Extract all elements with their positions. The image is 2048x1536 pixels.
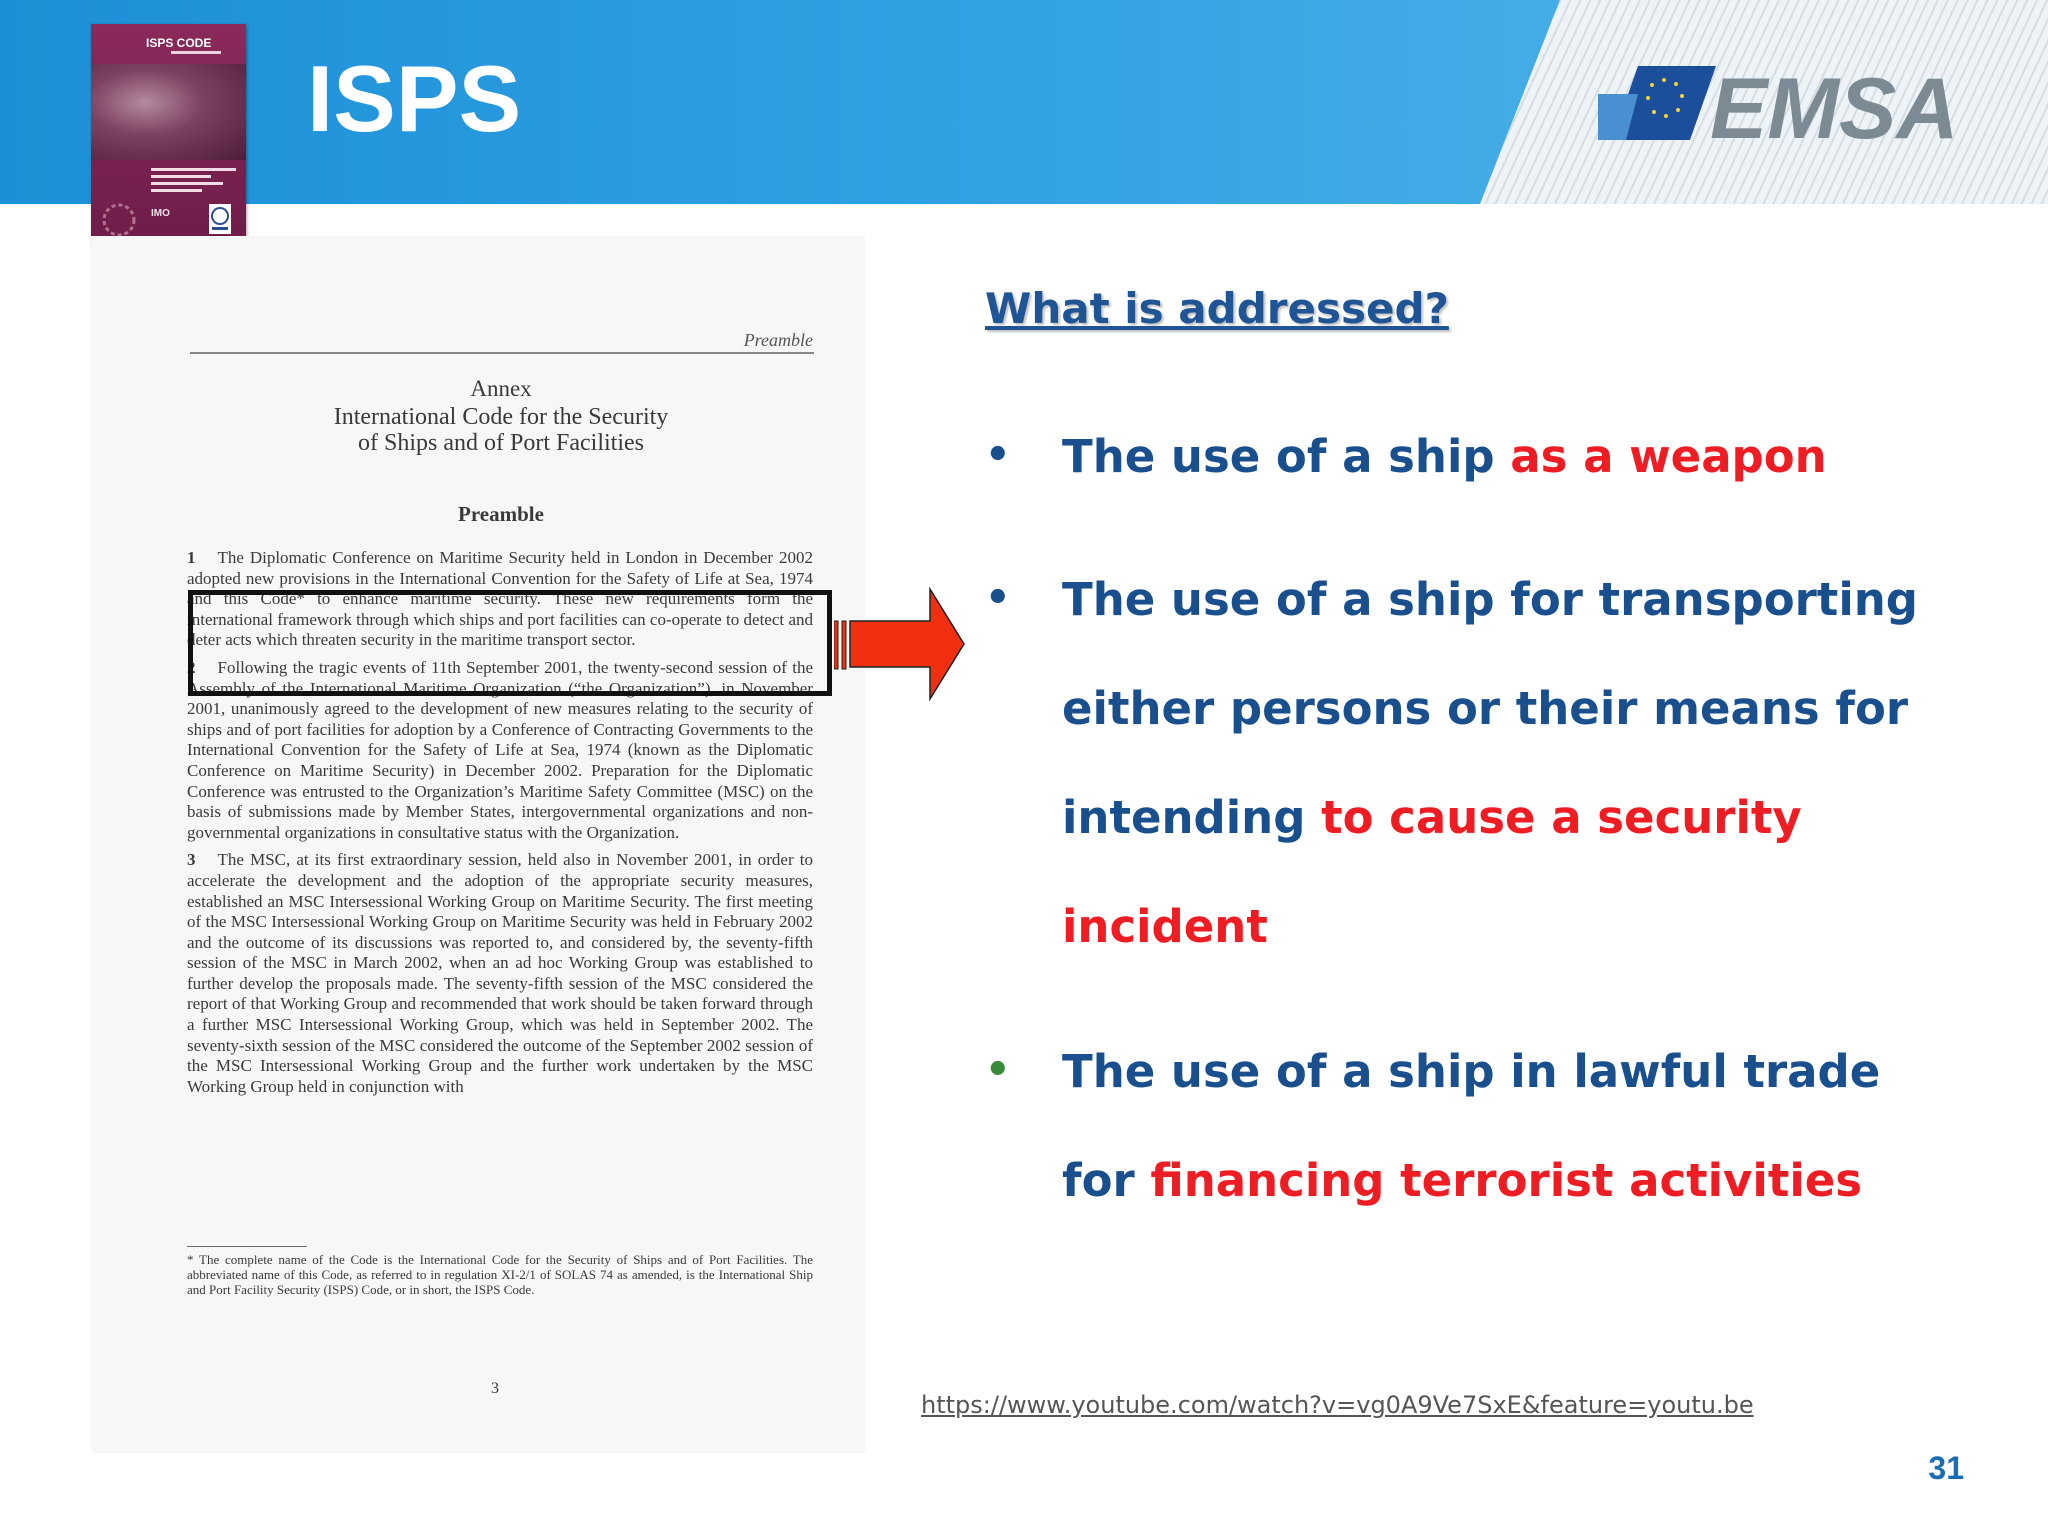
bullet-text-highlight: to cause a security incident [1062, 791, 1802, 953]
bullet-text-plain: The use of a ship for transporting either persons or their means for intending [1062, 573, 1918, 844]
paragraph [187, 850, 813, 1097]
paragraph-text: The MSC, at its first extraordinary session, held also in November 2001, in order to accelerate the development and the adoption of the appropriate security measures, established an MSC Intersessional Working Group on Maritime Security. The first meeting of the MSC Intersessional Working Group on Maritime Security was held in February 2002 and the outcome of its discussions was reported to, and considered by, the seventy-fifth session of the MSC in March 2002, when an ad hoc Working Group was established to further develop the proposals made. The seventy-fifth session of the MSC considered the report of that Working Group and recommended that work should be taken forward through a further MSC Intersessional Working Group, which was held in September 2002. The seventy-sixth session of the MSC considered the outcome of the September 2002 session of the MSC Intersessional Working Group and the further work undertaken by the MSC Working Group held in conjunction with [187, 850, 813, 1096]
scanned-document-page [91, 236, 865, 1453]
cover-publisher: IMO [151, 208, 170, 219]
running-header: Preamble [743, 330, 813, 350]
paragraph-text: Following the tragic events of 11th September 2001, the twenty-second session of the Assembly of the International Maritime Organization (“the Organization”), in November 2001, unanimously agreed to the development of new measures relating to the security of ships and of port facilities for adoption by a Conference of Contracting Governments to the International Convention for the Safety of Life at Sea, 1974 (known as the Diplomatic Conference on Maritime Security) in December 2002. Preparation for the Diplomatic Conference was entrusted to the Organization’s Maritime Safety Committee (MSC) on the basis of submissions made by Member States, intergovernmental organizations and non-governmental organizations in consultative status with the Organization. [187, 657, 813, 842]
bullet-text-highlight: financing terrorist activities [1150, 1154, 1863, 1207]
bullet-text-plain: The use of a ship in lawful trade for [1062, 1045, 1881, 1207]
code-title-line-1: International Code for the Security [333, 404, 669, 430]
bullet-marker: • [985, 432, 1011, 478]
footnote-rule [187, 1246, 307, 1247]
bullet-item [1062, 1017, 1962, 1235]
paragraph-number: 1 [187, 548, 196, 567]
page-number: 3 [491, 1380, 499, 1397]
bullet-text-plain: The use of a ship [1062, 430, 1511, 483]
emsa-logo [1598, 60, 1978, 146]
right-arrow-icon [834, 587, 966, 701]
cover-photo [91, 64, 246, 160]
bullet-text-highlight: as a weapon [1510, 430, 1827, 483]
question-heading: What is addressed? [985, 284, 1449, 333]
slide-title: ISPS [307, 46, 522, 151]
imo-emblem-icon [209, 204, 231, 234]
paragraph-number: 2 [187, 657, 196, 677]
bullet-item [1062, 545, 1922, 981]
header-rule [190, 352, 814, 354]
bullet-marker: • [985, 1047, 1011, 1093]
highlight-box [188, 590, 832, 696]
code-title [91, 404, 911, 456]
footnote: * The complete name of the Code is the International Code for the Security of Ships and of Port Facilities. The abbreviated name of this Code, as referred to in regulation XI-2/1 of SOLAS 74 as amended, is the International Ship and Port Facility Security (ISPS) Code, or in short, the ISPS Code. [187, 1252, 813, 1298]
preamble-heading: Preamble [458, 502, 544, 526]
slide-number: 31 [1928, 1450, 1964, 1486]
isps-code-book-cover [91, 24, 246, 247]
annex-heading: Annex [470, 376, 532, 401]
cover-text-lines [151, 168, 236, 196]
video-link[interactable]: https://www.youtube.com/watch?v=vg0A9Ve7SxE&feature=youtu.be [921, 1391, 1754, 1419]
cover-subtitle-line [171, 51, 221, 54]
bullet-item [1062, 402, 2002, 511]
bullet-marker: • [985, 575, 1011, 621]
code-title-line-2: of Ships and of Port Facilities [358, 430, 644, 456]
paragraph-text: The Diplomatic Conference on Maritime Security held in London in December 2002 adopted new provisions in the International Convention for the Safety of Life at Sea, 1974 and this Code* to enhance maritime security. These new requirements form the international framework through which ships and port facilities can co-operate to detect and deter acts which threaten security in the maritime transport sector. [187, 548, 813, 650]
emsa-logo-text: EMSA [1710, 61, 1959, 146]
wreath-icon [99, 200, 139, 240]
cover-title: ISPS CODE [146, 36, 212, 50]
paragraph-number: 3 [187, 850, 196, 870]
